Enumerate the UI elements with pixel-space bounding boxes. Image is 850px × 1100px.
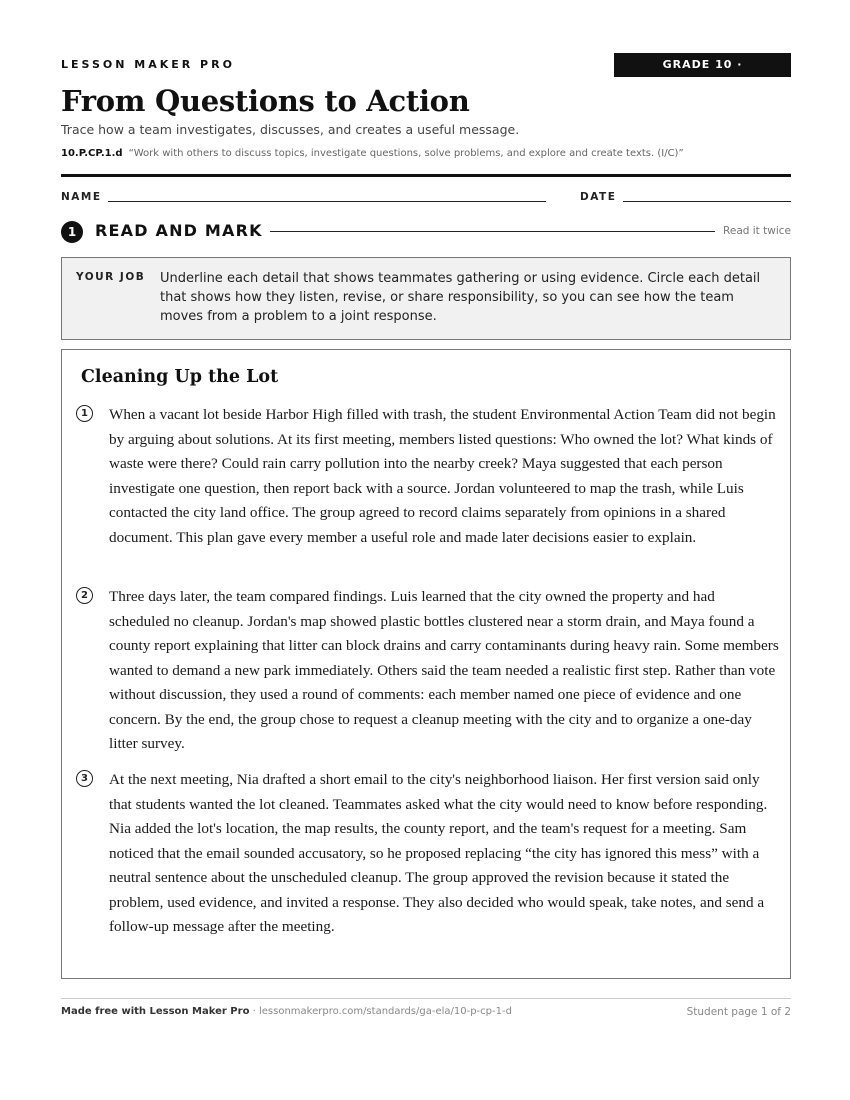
instructions-label: YOUR JOB bbox=[76, 271, 146, 283]
paragraph-number-badge: 3 bbox=[76, 770, 93, 787]
page-title: From Questions to Action bbox=[61, 84, 470, 118]
instructions-text: Underline each detail that shows teammates gathering or using evidence. Circle each detail that shows how they listen, revise, or share responsibility, so you can see how the team moves from a problem to a joint response. bbox=[160, 271, 761, 324]
footer-divider bbox=[61, 998, 791, 999]
instructions-box bbox=[61, 257, 791, 340]
header-divider bbox=[61, 174, 791, 177]
paragraph-text: At the next meeting, Nia drafted a short email to the city's neighborhood liaison. Her first version said only that students wanted the lot cleaned. Teammates asked what the city would need to know before responding. Nia added the lot's location, the map results, the county report, and the team's request for a meeting. Sam noticed that the email sounded accusatory, so he proposed replacing “the city has ignored this mess” with a neutral sentence about the unscheduled cleanup. The group approved the revision because it stated the problem, used evidence, and invited a response. They also decided who would speak, take notes, and send a follow-up message after the meeting. bbox=[109, 771, 768, 935]
section-number-badge: 1 bbox=[61, 221, 83, 243]
date-label: DATE bbox=[580, 191, 617, 203]
name-label: NAME bbox=[61, 191, 102, 203]
paragraph-text: Three days later, the team compared findings. Luis learned that the city owned the property and had scheduled no cleanup. Jordan's map showed plastic bottles clustered near a storm drain, and Maya found a county report explaining that litter can block drains and carry contaminants during heavy rain. Some members wanted to demand a new park immediately. Others said the team needed a realistic first step. Rather than vote without discussion, they used a round of comments: each member named one piece of evidence and one concern. By the end, the group chose to request a cleanup meeting with the city and to organize a one-day litter survey. bbox=[109, 588, 779, 752]
grade-badge: GRADE 10 · 10.P.CP.1.d bbox=[614, 53, 791, 77]
standard-code: 10.P.CP.1.d bbox=[61, 148, 123, 159]
section-heading bbox=[61, 219, 791, 245]
standard-line bbox=[61, 148, 684, 159]
page-subtitle: Trace how a team investigates, discusses, and creates a useful message. bbox=[61, 122, 520, 137]
footer-made-with: Made free with Lesson Maker Pro bbox=[61, 1006, 250, 1017]
brand-label: LESSON MAKER PRO bbox=[61, 58, 235, 71]
section-note: Read it twice bbox=[723, 225, 791, 237]
date-field[interactable] bbox=[623, 201, 791, 202]
paragraph-number-badge: 2 bbox=[76, 587, 93, 604]
name-field[interactable] bbox=[108, 201, 546, 202]
section-divider bbox=[270, 231, 715, 232]
passage-title: Cleaning Up the Lot bbox=[81, 367, 279, 387]
footer-page-number: Student page 1 of 2 bbox=[686, 1006, 791, 1018]
footer-credit bbox=[61, 1006, 512, 1017]
section-title: READ AND MARK bbox=[95, 221, 263, 240]
passage-box bbox=[61, 349, 791, 979]
paragraph-number-badge: 1 bbox=[76, 405, 93, 422]
paragraph-text: When a vacant lot beside Harbor High filled with trash, the student Environmental Action Team did not begin by arguing about solutions. At its first meeting, members listed questions: Who owned the lot? What kinds of waste were there? Could rain carry pollution into the nearby creek? Maya suggested that each person investigate one question, then report back with a source. Jordan volunteered to map the trash, while Luis contacted the city land office. The group agreed to record claims separately from opinions in a shared document. This plan gave every member a useful role and made later decisions easier to explain. bbox=[109, 406, 776, 546]
standard-text: “Work with others to discuss topics, investigate questions, solve problems, and explore and create texts. (I/C)” bbox=[128, 148, 684, 159]
footer-url[interactable]: · lessonmakerpro.com/standards/ga-ela/10-p-cp-1-d bbox=[249, 1006, 512, 1017]
